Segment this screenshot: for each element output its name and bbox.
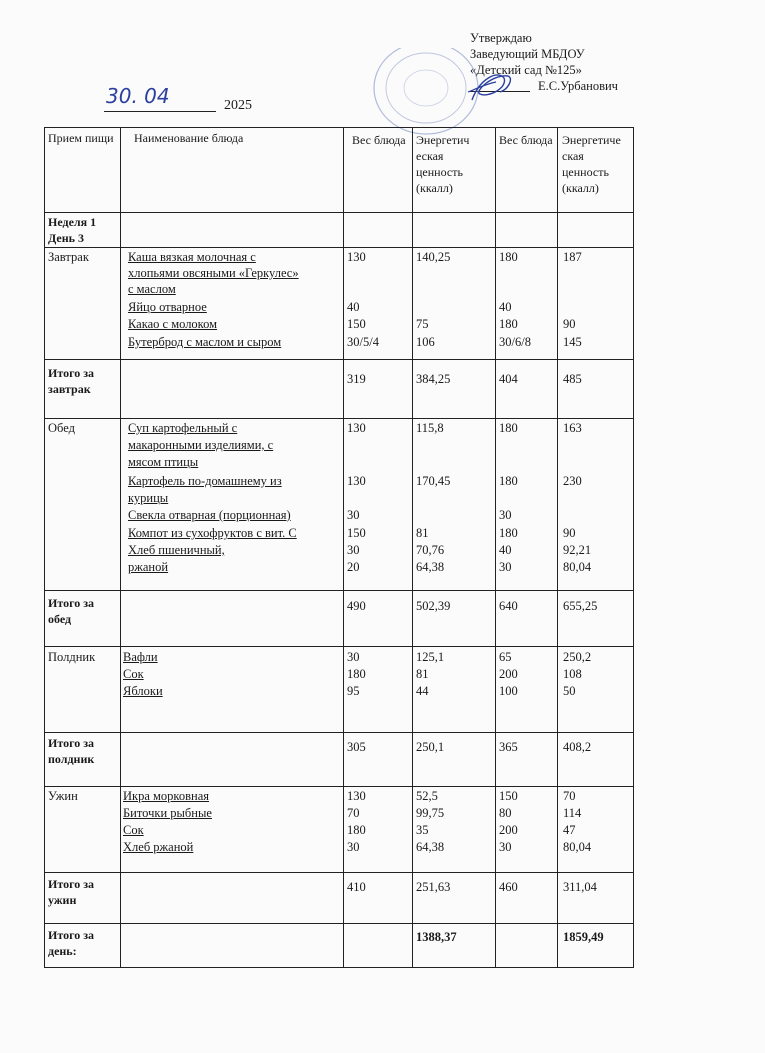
total-value: 404 — [499, 372, 518, 386]
total-value: 384,25 — [416, 372, 451, 386]
weight-value: 65 — [499, 650, 512, 664]
weight-value: 180 — [347, 823, 366, 837]
dish-line: курицы — [128, 491, 169, 505]
dish-line: Каша вязкая молочная с — [128, 250, 256, 264]
weight-value: 30 — [347, 650, 360, 664]
weight-value: 150 — [347, 526, 366, 540]
weight-value: 180 — [499, 526, 518, 540]
total-lunch-label: Итого за обед — [48, 596, 95, 626]
weight-value: 100 — [499, 684, 518, 698]
dish-line: Вафли — [123, 650, 158, 664]
weight-value: 30 — [347, 508, 360, 522]
weight-value: 95 — [347, 684, 360, 698]
date-line — [104, 111, 216, 112]
weight-value: 130 — [347, 250, 366, 264]
weight-value: 70 — [347, 806, 360, 820]
day-total-energy-2: 1859,49 — [563, 930, 604, 944]
energy-value: 108 — [563, 667, 582, 681]
day-total-energy-1: 1388,37 — [416, 930, 457, 944]
dish-line: Хлеб пшеничный, — [128, 543, 225, 557]
weight-value: 180 — [499, 421, 518, 435]
energy-value: 64,38 — [416, 560, 445, 574]
total-snack-label: Итого за полдник — [48, 736, 95, 766]
dish-line: Биточки рыбные — [123, 806, 212, 820]
approval-organization: «Детский сад №125» — [470, 63, 582, 77]
weight-value: 180 — [347, 667, 366, 681]
total-value: 502,39 — [416, 599, 451, 613]
weight-value: 30 — [347, 840, 360, 854]
energy-value: 44 — [416, 684, 429, 698]
weight-value: 150 — [347, 317, 366, 331]
energy-value: 250,2 — [563, 650, 592, 664]
weight-value: 30 — [347, 543, 360, 557]
dish-line: Компот из сухофруктов с вит. С — [128, 526, 297, 540]
weight-value: 80 — [499, 806, 512, 820]
meal-lunch-label: Обед — [48, 421, 75, 435]
total-value: 305 — [347, 740, 366, 754]
approval-signer: Е.С.Урбанович — [538, 79, 618, 93]
header-weight-2: Вес блюда — [499, 133, 553, 147]
energy-value: 187 — [563, 250, 582, 264]
energy-value: 90 — [563, 317, 576, 331]
weight-value: 130 — [347, 474, 366, 488]
energy-value: 64,38 — [416, 840, 445, 854]
meal-snack-label: Полдник — [48, 650, 96, 664]
dish-line: Свекла отварная (порционная) — [128, 508, 291, 522]
total-value: 490 — [347, 599, 366, 613]
energy-value: 170,45 — [416, 474, 451, 488]
weight-value: 180 — [499, 474, 518, 488]
energy-value: 80,04 — [563, 560, 592, 574]
energy-value: 140,25 — [416, 250, 451, 264]
dish-line: с маслом — [128, 282, 176, 296]
total-value: 365 — [499, 740, 518, 754]
header-dish: Наименование блюда — [134, 131, 244, 145]
energy-value: 92,21 — [563, 543, 592, 557]
total-value: 250,1 — [416, 740, 445, 754]
header-weight-1: Вес блюда — [352, 133, 406, 147]
total-value: 408,2 — [563, 740, 592, 754]
total-breakfast-label: Итого за завтрак — [48, 366, 95, 396]
weight-value: 130 — [347, 421, 366, 435]
energy-value: 80,04 — [563, 840, 592, 854]
header-energy-1: Энергетич еская ценность (ккалл) — [416, 133, 470, 195]
weight-value: 40 — [499, 543, 512, 557]
date-year: 2025 — [224, 98, 252, 113]
total-value: 485 — [563, 372, 582, 386]
weight-value: 20 — [347, 560, 360, 574]
weight-value: 200 — [499, 667, 518, 681]
week-day-label: Неделя 1 День 3 — [48, 215, 97, 245]
energy-value: 145 — [563, 335, 582, 349]
weight-value: 130 — [347, 789, 366, 803]
energy-value: 35 — [416, 823, 429, 837]
weight-value: 30/5/4 — [347, 335, 379, 349]
dish-line: Яблоки — [123, 684, 163, 698]
total-day-label: Итого за день: — [48, 928, 95, 958]
energy-value: 163 — [563, 421, 582, 435]
dish-line: Бутерброд с маслом и сыром — [128, 335, 282, 349]
approval-line: Утверждаю — [470, 31, 532, 45]
total-value: 319 — [347, 372, 366, 386]
dish-line: Яйцо отварное — [128, 300, 207, 314]
dish-line: хлопьями овсяными «Геркулес» — [128, 266, 299, 280]
energy-value: 125,1 — [416, 650, 445, 664]
energy-value: 230 — [563, 474, 582, 488]
meal-breakfast-label: Завтрак — [48, 250, 89, 264]
dish-line: Сок — [123, 667, 144, 681]
weight-value: 180 — [499, 317, 518, 331]
energy-value: 81 — [416, 526, 429, 540]
energy-value: 70 — [563, 789, 576, 803]
dish-line: макаронными изделиями, с — [128, 438, 274, 452]
total-value: 410 — [347, 880, 366, 894]
header-meal: Прием пищи — [48, 131, 114, 145]
energy-value: 106 — [416, 335, 435, 349]
dish-line: Какао с молоком — [128, 317, 218, 331]
total-value: 251,63 — [416, 880, 451, 894]
dish-line: мясом птицы — [128, 455, 199, 469]
energy-value: 81 — [416, 667, 429, 681]
stamp-seal-icon — [368, 48, 518, 144]
dish-line: Картофель по-домашнему из — [128, 474, 282, 488]
energy-value: 115,8 — [416, 421, 444, 435]
header-energy-2: Энергетиче ская ценность (ккалл) — [562, 133, 621, 195]
dish-line: Суп картофельный с — [128, 421, 238, 435]
meal-dinner-label: Ужин — [48, 789, 78, 803]
energy-value: 90 — [563, 526, 576, 540]
energy-value: 70,76 — [416, 543, 445, 557]
energy-value: 75 — [416, 317, 429, 331]
weight-value: 200 — [499, 823, 518, 837]
weight-value: 30/6/8 — [499, 335, 531, 349]
dish-line: Сок — [123, 823, 144, 837]
weight-value: 40 — [347, 300, 360, 314]
dish-line: Икра морковная — [123, 789, 210, 803]
total-value: 640 — [499, 599, 518, 613]
dish-line: Хлеб ржаной — [123, 840, 194, 854]
weight-value: 30 — [499, 508, 512, 522]
weight-value: 40 — [499, 300, 512, 314]
energy-value: 114 — [563, 806, 582, 820]
energy-value: 47 — [563, 823, 576, 837]
total-value: 460 — [499, 880, 518, 894]
energy-value: 99,75 — [416, 806, 445, 820]
energy-value: 52,5 — [416, 789, 438, 803]
energy-value: 50 — [563, 684, 576, 698]
dish-line: ржаной — [128, 560, 169, 574]
weight-value: 30 — [499, 560, 512, 574]
weight-value: 150 — [499, 789, 518, 803]
approval-position: Заведующий МБДОУ — [470, 47, 585, 61]
total-dinner-label: Итого за ужин — [48, 877, 95, 907]
total-value: 655,25 — [563, 599, 598, 613]
weight-value: 180 — [499, 250, 518, 264]
total-value: 311,04 — [563, 880, 597, 894]
weight-value: 30 — [499, 840, 512, 854]
